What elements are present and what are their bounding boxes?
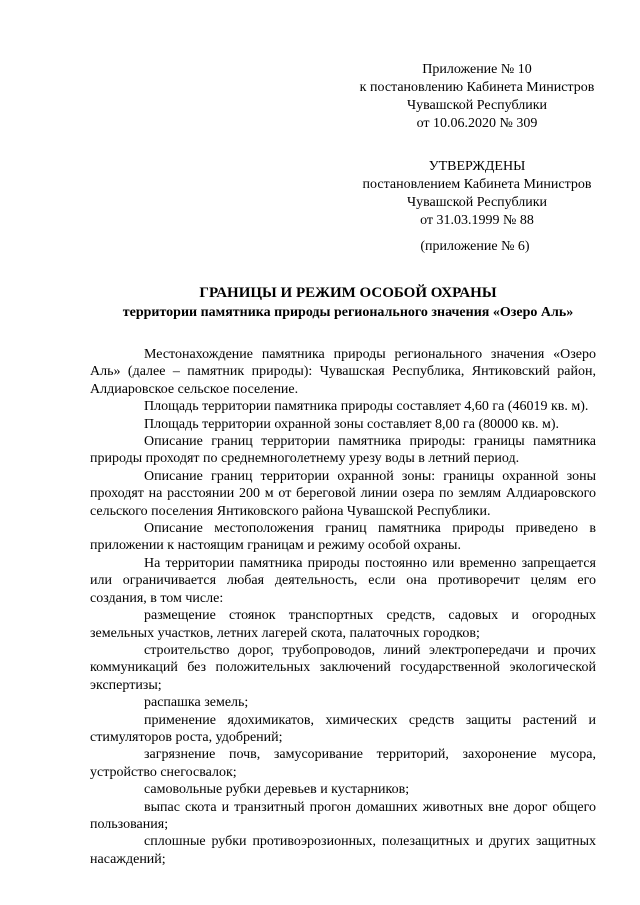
approval-line: УТВЕРЖДЕНЫ [428,159,526,174]
body-paragraph: Местонахождение памятника природы регионального значения «Озеро Аль» (далее – памятник природы): Чувашская Республика, Янтиковский район, Алдиаровское сельское поселение. [90,347,596,397]
list-item: самовольные рубки деревьев и кустарников; [144,782,410,798]
title-sub: территории памятника природы регионального значения «Озеро Аль» [122,305,574,320]
appendix-line: Приложение № 10 [422,62,532,77]
approval-block [352,158,602,230]
body-paragraph: Описание границ территории памятника природы: границы памятника природы проходят по среднемноголетнему урезу воды в летний период. [90,434,596,467]
document-title [90,284,606,322]
list-item: строительство дорог, трубопроводов, линий электропередачи и прочих коммуникаций без положительных заключений государственной экологической экспертизы; [90,642,596,693]
body-paragraph: Площадь территории памятника природы составляет 4,60 га (46019 кв. м). [144,399,589,415]
document-body [90,346,596,868]
body-paragraph: Описание местоположения границ памятника природы приведено в приложении к настоящим границам и режиму особой охраны. [90,521,596,554]
body-paragraph: Площадь территории охранной зоны составляет 8,00 га (80000 кв. м). [144,416,560,432]
appendix-line: Чувашской Республики [406,98,548,113]
approval-appendix-note [390,238,560,256]
appendix-line: к постановлению Кабинета Министров [359,80,595,95]
title-main: ГРАНИЦЫ И РЕЖИМ ОСОБОЙ ОХРАНЫ [199,285,497,301]
list-item: загрязнение почв, замусоривание территорий, захоронение мусора, устройство снегосвалок; [90,747,596,780]
list-item: применение ядохимикатов, химических средств защиты растений и стимуляторов роста, удобрений; [90,712,596,745]
list-item: выпас скота и транзитный прогон домашних животных вне дорог общего пользования; [90,799,596,832]
list-item: сплошные рубки противоэрозионных, полезащитных и других защитных насаждений; [90,834,596,867]
approval-line: постановлением Кабинета Министров [362,177,592,192]
body-paragraph: Описание границ территории охранной зоны: границы охранной зоны проходят на расстоянии 200 м от береговой линии озера по землям Алдиаровского сельского поселения Янтиковского района Чувашской Республики. [90,468,596,519]
body-paragraph: На территории памятника природы постоянно или временно запрещается или ограничивается любая деятельность, если она противоречит целям его создания, в том числе: [90,555,596,606]
appendix-note: (приложение № 6) [420,239,530,254]
approval-line: от 31.03.1999 № 88 [420,213,534,228]
list-item: размещение стоянок транспортных средств, садовых и огородных земельных участков, летних лагерей скота, палаточных городков; [90,608,596,641]
approval-line: Чувашской Республики [406,195,548,210]
appendix-reference-block [352,61,602,133]
appendix-line: от 10.06.2020 № 309 [416,116,538,131]
list-item: распашка земель; [144,695,249,711]
